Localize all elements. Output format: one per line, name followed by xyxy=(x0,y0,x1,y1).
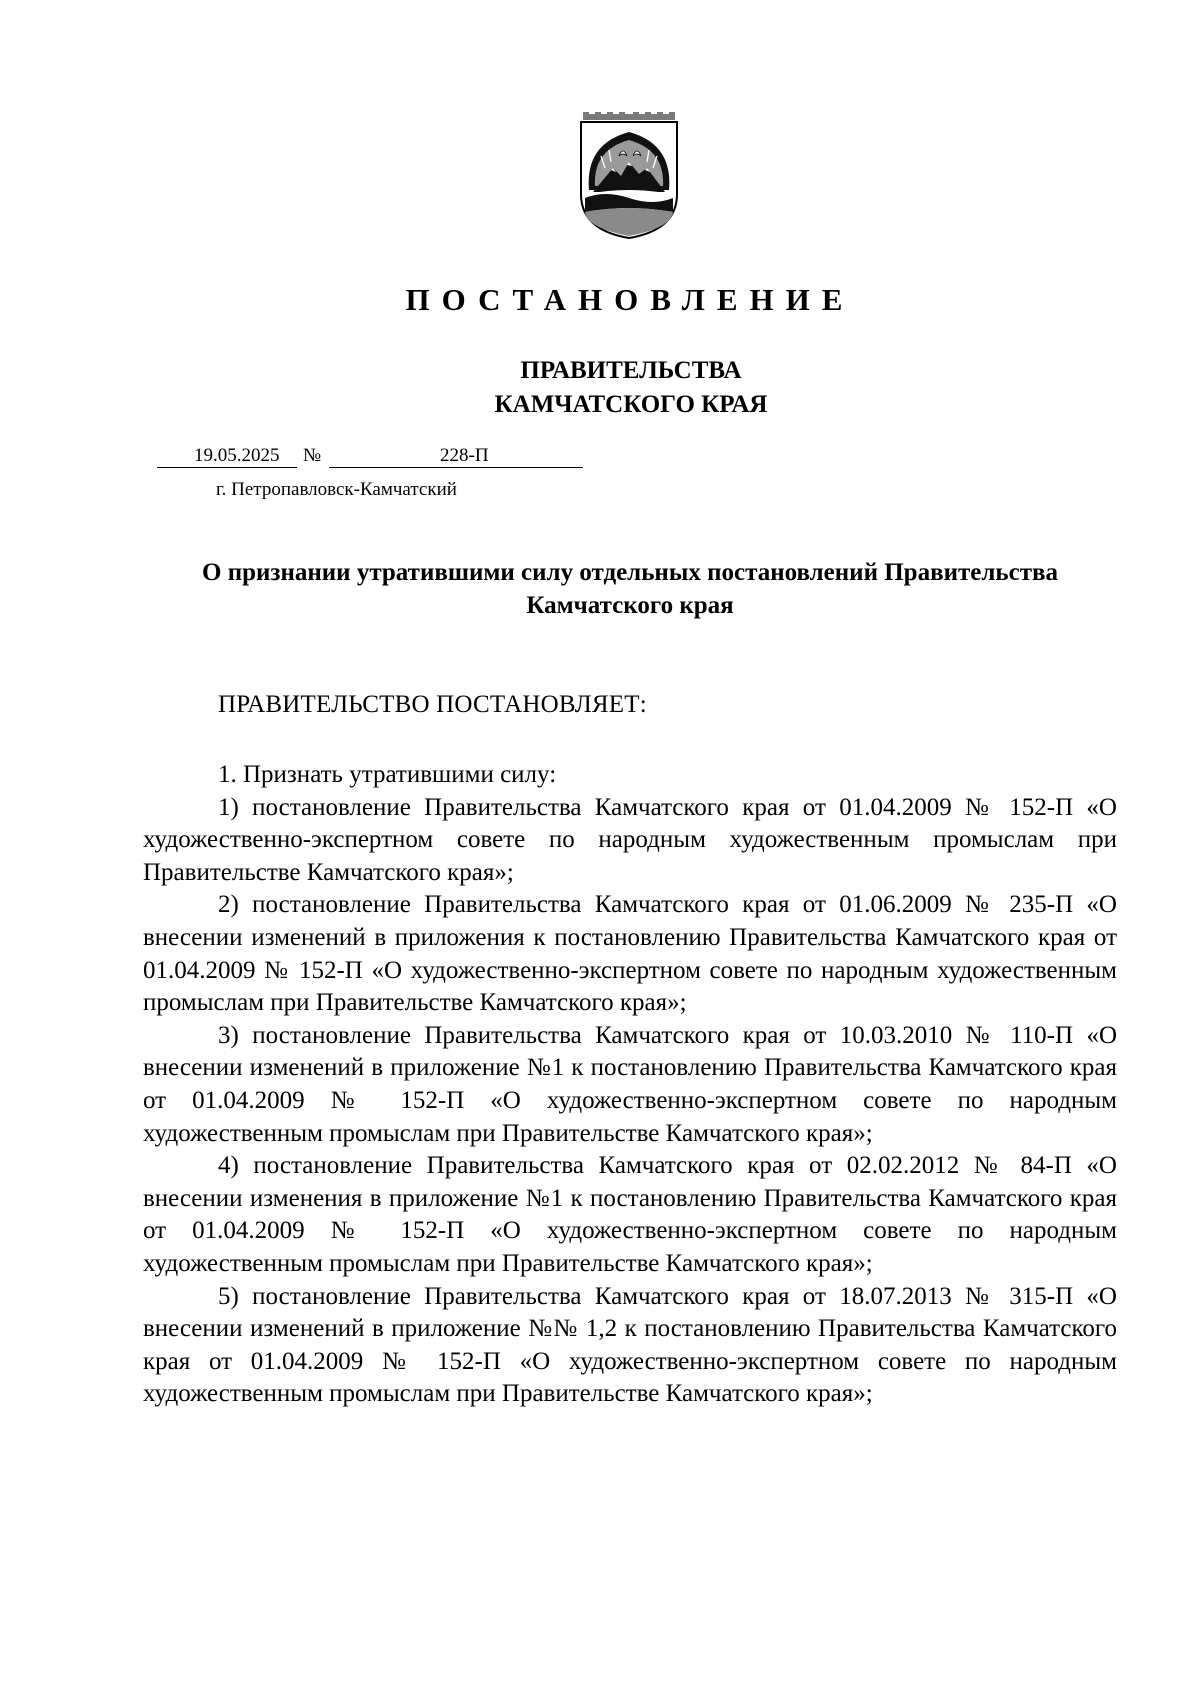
list-item-4: 4) постановление Правительства Камчатского края от 02.02.2012 № 84-П «О внесении изменения в приложение №1 к постановлению Правительства Камчатского края от 01.04.2009 № 152-П «О художественно-экспертном совете по народным художественным промыслам при Правительстве Камчатского края»; xyxy=(143,1152,1117,1277)
city: г. Петропавловск-Камчатский xyxy=(216,479,457,500)
coat-of-arms-icon xyxy=(575,112,683,240)
number-sign: № xyxy=(303,445,322,466)
document-body xyxy=(143,759,1117,1411)
list-item-1: 1) постановление Правительства Камчатского края от 01.04.2009 № 152-П «О художественно-экспертном совете по народным художественным промыслам при Правительстве Камчатского края»; xyxy=(143,793,1117,886)
document-title: О признании утратившими силу отдельных постановлений Правительства Камчатского края xyxy=(202,559,1058,619)
document-number: 228-П xyxy=(440,445,489,466)
resolve-heading: ПРАВИТЕЛЬСТВО ПОСТАНОВЛЯЕТ: xyxy=(218,691,647,718)
document-date: 19.05.2025 xyxy=(194,445,280,466)
issuer-line-1: ПРАВИТЕЛЬСТВА xyxy=(520,357,742,384)
document-type-heading: ПОСТАНОВЛЕНИЕ xyxy=(405,282,855,317)
list-item-2: 2) постановление Правительства Камчатского края от 01.06.2009 № 235-П «О внесении изменений в приложения к постановлению Правительства Камчатского края от 01.04.2009 № 152-П «О художественно-экспертном совете по народным художественным промыслам при Правительстве Камчатского края»; xyxy=(143,891,1117,1017)
list-item-5: 5) постановление Правительства Камчатского края от 18.07.2013 № 315-П «О внесении изменений в приложение №№ 1,2 к постановлению Правительства Камчатского края от 01.04.2009 № 152-П «О художественно-экспертном совете по народным художественным промыслам при Правительстве Камчатского края»; xyxy=(143,1282,1117,1408)
paragraph-1: 1. Признать утратившими силу: xyxy=(218,761,557,788)
list-item-3: 3) постановление Правительства Камчатского края от 10.03.2010 № 110-П «О внесении изменений в приложение №1 к постановлению Правительства Камчатского края от 01.04.2009 № 152-П «О художественно-экспертном совете по народным художественным промыслам при Правительстве Камчатского края»; xyxy=(143,1021,1117,1147)
issuer-line-2: КАМЧАТСКОГО КРАЯ xyxy=(494,391,768,418)
